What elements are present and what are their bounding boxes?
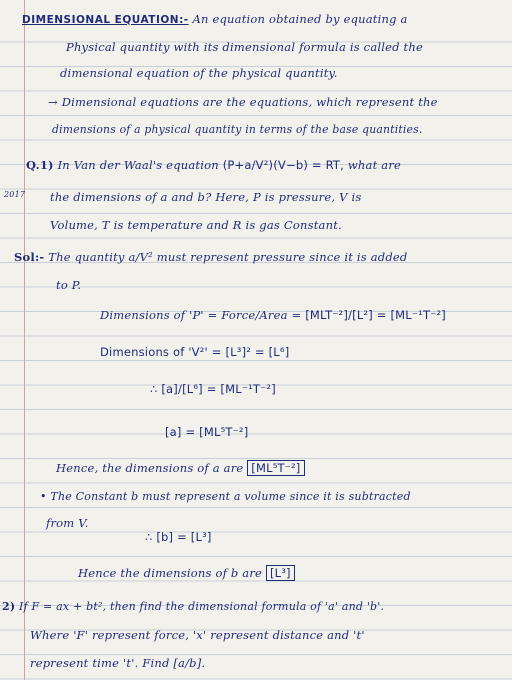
q2-line-2: Where 'F' represent force, 'x' represent distance and 't' [30,628,365,642]
hence-a-text: Hence, the dimensions of a are [56,461,244,475]
q1-label: Q.1) [26,158,54,172]
definition-text-1: An equation obtained by equating a [192,12,408,26]
bullet-icon: • [40,490,47,503]
eq-a-result: [a] = [ML⁵T⁻²] [165,425,249,439]
q2-label: 2) [2,600,16,613]
eq-pressure-right: [MLT⁻²]/[L²] = [ML⁻¹T⁻²] [305,308,446,322]
eq-b-result: ∴ [b] = [L³] [145,530,212,544]
q1-text-1b: what are [347,158,402,172]
hence-b-text: Hence the dimensions of b are [78,566,263,580]
q1-year: 2017 [4,190,26,199]
q2-line-1 [2,600,384,613]
eq-volume: Dimensions of 'V²' = [L³]² = [L⁶] [100,345,290,359]
hence-a-line [56,461,305,475]
eq-pressure [100,308,446,322]
definition-line-2: Physical quantity with its dimensional formula is called the [66,40,423,54]
sol-line-2: to P. [56,278,82,292]
arrow-icon: → [48,95,58,109]
q1-line-2: the dimensions of a and b? Here, P is pressure, V is [50,190,362,204]
q1-text-1a: In Van der Waal's equation [57,158,219,172]
answer-a-box: [ML⁵T⁻²] [247,460,304,476]
margin-line [24,0,25,680]
q1-line-1 [26,158,401,172]
sol-label: Sol:- [14,250,45,264]
eq-a-ratio: ∴ [a]/[L⁶] = [ML⁻¹T⁻²] [150,382,276,396]
q1-equation: (P+a/V²)(V−b) = RT, [222,158,345,172]
constant-b-line-2: from V. [46,516,89,530]
definition-line-4 [48,95,438,109]
sol-text-1: The quantity a/V² must represent pressure since it is added [48,250,408,264]
sol-line-1 [14,250,407,264]
section-heading: DIMENSIONAL EQUATION:- [22,14,189,26]
constant-b-text-1: The Constant b must represent a volume since it is subtracted [50,490,411,503]
answer-b-box: [L³] [266,565,295,581]
definition-text-4: Dimensional equations are the equations, which represent the [61,95,438,109]
q2-text-1: If F = ax + bt², then find the dimensional formula of 'a' and 'b'. [18,600,385,613]
constant-b-line-1 [40,490,411,503]
hence-b-line [78,566,295,580]
q1-line-3: Volume, T is temperature and R is gas Constant. [50,218,342,232]
definition-line-5: dimensions of a physical quantity in terms of the base quantities. [52,123,423,136]
eq-pressure-left: Dimensions of 'P' = Force/Area = [100,308,302,322]
q2-line-3: represent time 't'. Find [a/b]. [30,656,206,670]
definition-line-1 [22,12,408,26]
definition-line-3: dimensional equation of the physical quantity. [60,66,338,80]
